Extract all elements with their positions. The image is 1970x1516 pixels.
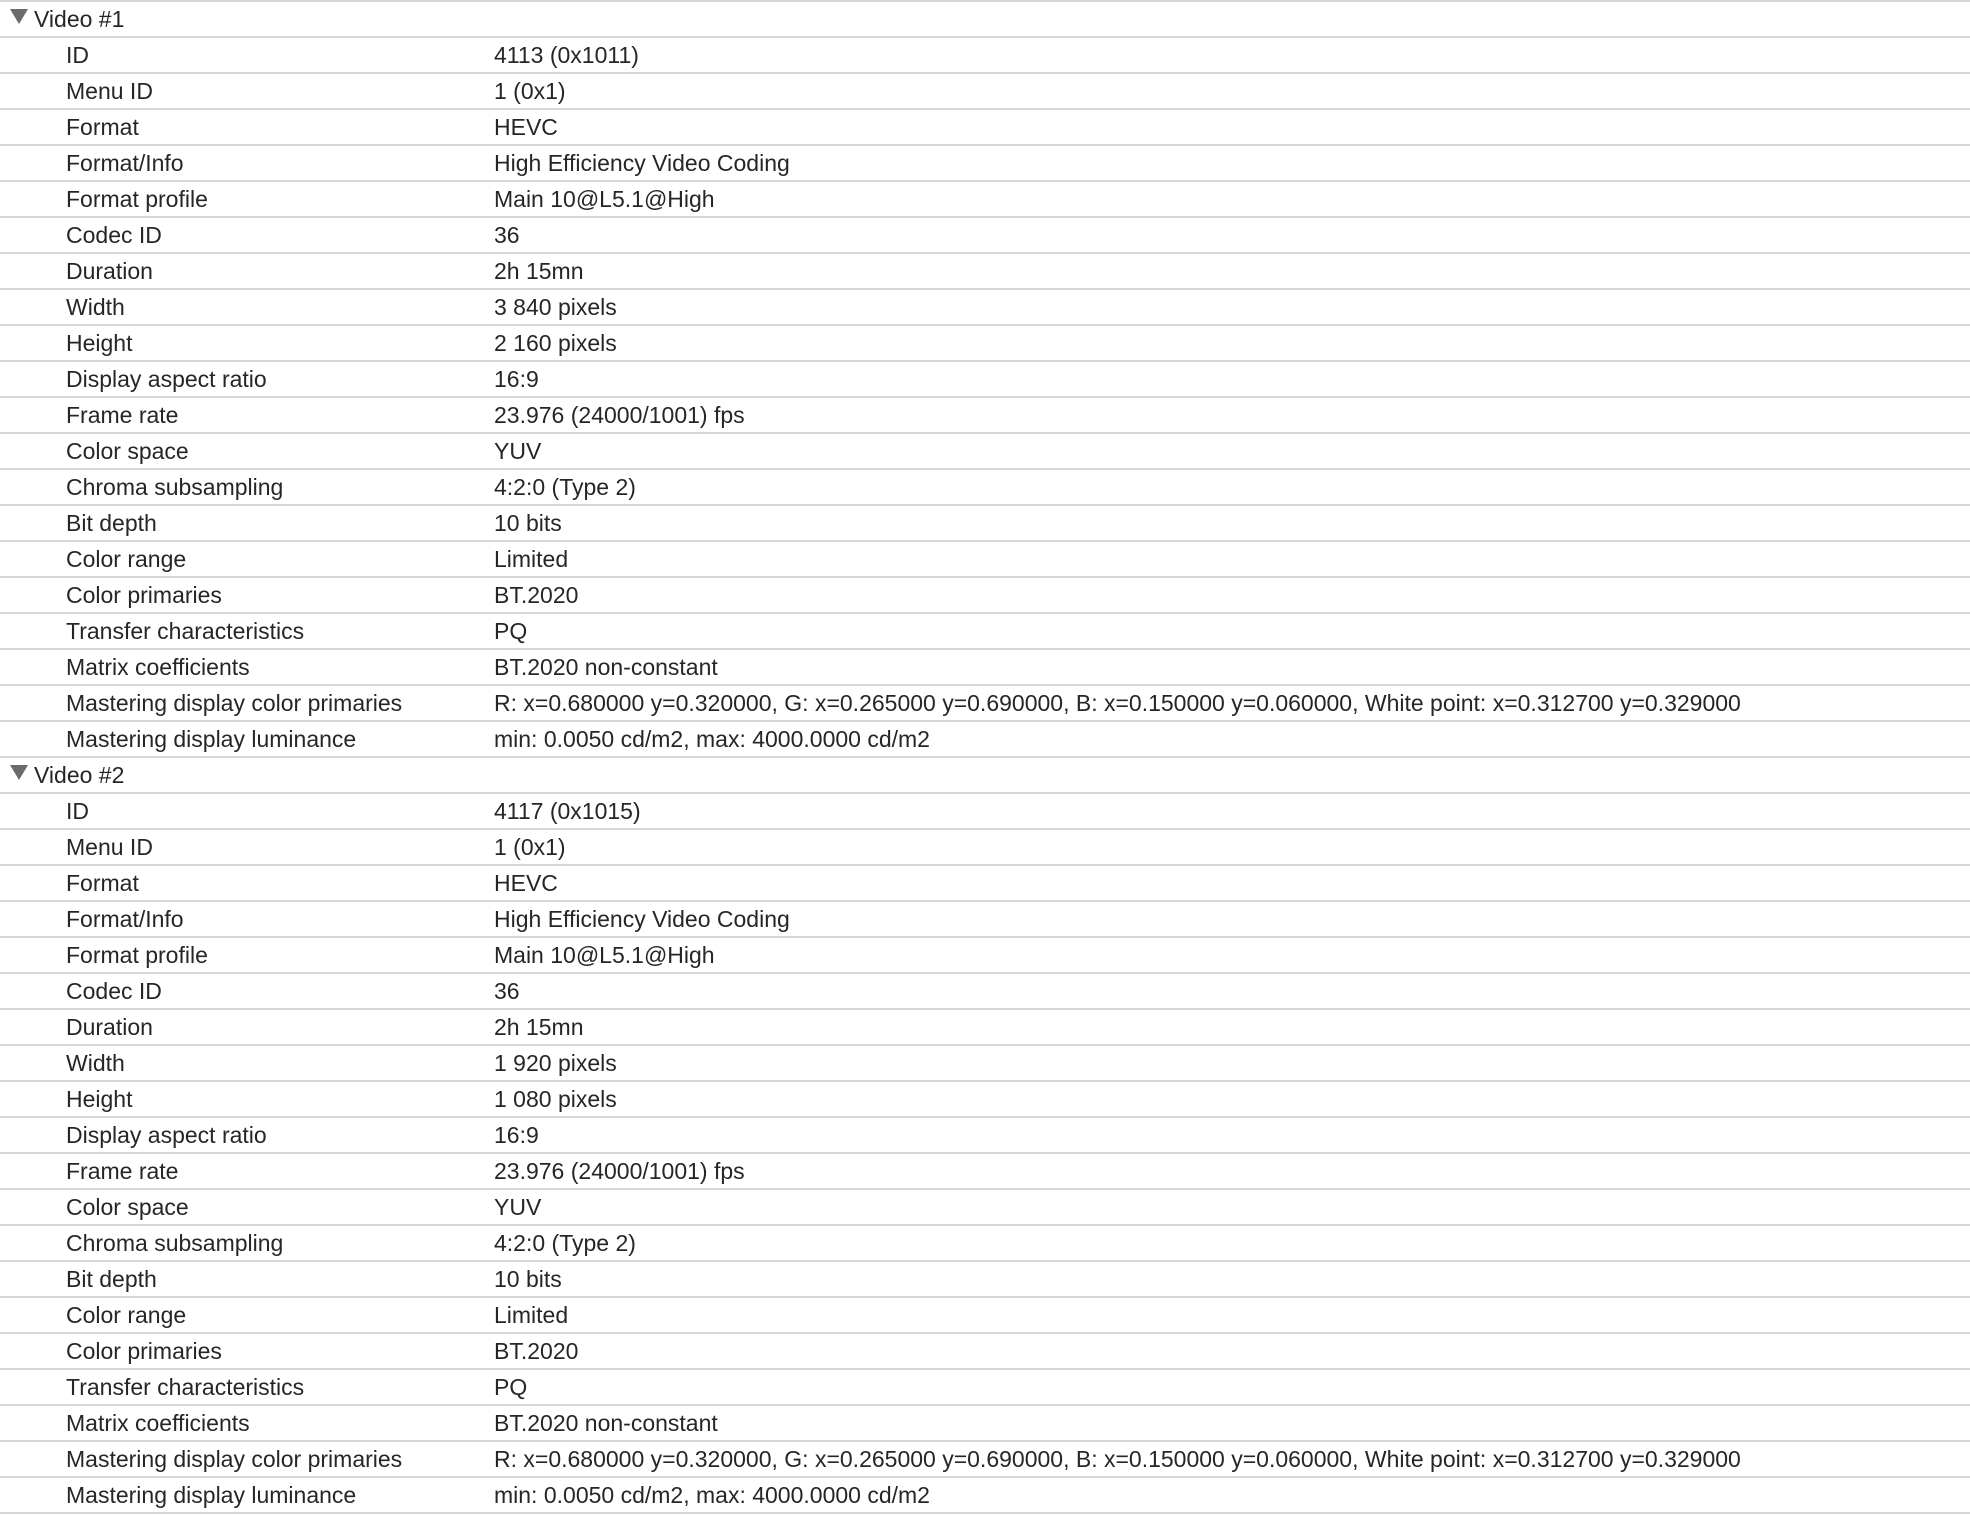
- field-row[interactable]: [0, 686, 1970, 722]
- field-value: PQ: [494, 1374, 528, 1400]
- disclosure-triangle-icon[interactable]: [10, 9, 28, 24]
- field-row[interactable]: [0, 866, 1970, 902]
- field-label: Format profile: [66, 942, 208, 968]
- field-row[interactable]: [0, 1154, 1970, 1190]
- field-value: R: x=0.680000 y=0.320000, G: x=0.265000 y=0.690000, B: x=0.150000 y=0.060000, White point: x=0.312700 y=0.329000: [494, 1446, 1741, 1472]
- field-label: Height: [66, 330, 133, 356]
- field-value: 23.976 (24000/1001) fps: [494, 1158, 745, 1184]
- group-header-video-1[interactable]: [0, 0, 1970, 38]
- field-row[interactable]: [0, 1190, 1970, 1226]
- field-row[interactable]: [0, 1478, 1970, 1514]
- field-row[interactable]: [0, 470, 1970, 506]
- field-label: Codec ID: [66, 222, 162, 248]
- group-header-video-2[interactable]: [0, 758, 1970, 794]
- field-row[interactable]: [0, 1082, 1970, 1118]
- field-row[interactable]: [0, 434, 1970, 470]
- field-value: R: x=0.680000 y=0.320000, G: x=0.265000 y=0.690000, B: x=0.150000 y=0.060000, White point: x=0.312700 y=0.329000: [494, 690, 1741, 716]
- field-row[interactable]: [0, 578, 1970, 614]
- field-row[interactable]: [0, 1298, 1970, 1334]
- field-label: Color space: [66, 1194, 189, 1220]
- field-value: 3 840 pixels: [494, 294, 617, 320]
- field-label: Display aspect ratio: [66, 366, 267, 392]
- field-label: Frame rate: [66, 1158, 179, 1184]
- field-value: YUV: [494, 1194, 542, 1220]
- field-label: Duration: [66, 258, 153, 284]
- field-row[interactable]: [0, 938, 1970, 974]
- field-label: ID: [66, 798, 89, 824]
- field-value: 1 (0x1): [494, 78, 566, 104]
- disclosure-triangle-icon[interactable]: [10, 765, 28, 780]
- field-label: Width: [66, 294, 125, 320]
- field-value: High Efficiency Video Coding: [494, 906, 790, 932]
- field-value: BT.2020 non-constant: [494, 1410, 718, 1436]
- field-row[interactable]: [0, 974, 1970, 1010]
- field-label: Bit depth: [66, 510, 157, 536]
- field-value: Main 10@L5.1@High: [494, 942, 715, 968]
- field-label: Transfer characteristics: [66, 1374, 305, 1400]
- field-label: Chroma subsampling: [66, 1230, 284, 1256]
- field-label: Chroma subsampling: [66, 474, 284, 500]
- field-row[interactable]: [0, 1334, 1970, 1370]
- field-value: YUV: [494, 438, 542, 464]
- field-row[interactable]: [0, 1010, 1970, 1046]
- field-value: PQ: [494, 618, 528, 644]
- field-value: min: 0.0050 cd/m2, max: 4000.0000 cd/m2: [494, 1482, 930, 1508]
- field-value: Limited: [494, 546, 569, 572]
- field-label: Mastering display luminance: [66, 726, 357, 752]
- field-value: 4:2:0 (Type 2): [494, 474, 636, 500]
- field-row[interactable]: [0, 1046, 1970, 1082]
- field-label: Duration: [66, 1014, 153, 1040]
- field-label: Format/Info: [66, 150, 184, 176]
- field-row[interactable]: [0, 218, 1970, 254]
- field-row[interactable]: [0, 1262, 1970, 1298]
- field-value: 4:2:0 (Type 2): [494, 1230, 636, 1256]
- field-label: Menu ID: [66, 834, 153, 860]
- field-row[interactable]: [0, 254, 1970, 290]
- field-label: Codec ID: [66, 978, 162, 1004]
- field-row[interactable]: [0, 362, 1970, 398]
- field-value: 1 920 pixels: [494, 1050, 617, 1076]
- field-value: BT.2020 non-constant: [494, 654, 718, 680]
- field-value: 4117 (0x1015): [494, 798, 641, 824]
- field-row[interactable]: [0, 74, 1970, 110]
- field-value: 36: [494, 222, 520, 248]
- field-value: 2h 15mn: [494, 258, 584, 284]
- field-row[interactable]: [0, 1118, 1970, 1154]
- field-label: Format: [66, 114, 139, 140]
- field-value: 2 160 pixels: [494, 330, 617, 356]
- field-row[interactable]: [0, 542, 1970, 578]
- field-row[interactable]: [0, 326, 1970, 362]
- field-value: 10 bits: [494, 510, 562, 536]
- field-value: 16:9: [494, 366, 539, 392]
- field-row[interactable]: [0, 1406, 1970, 1442]
- field-row[interactable]: [0, 1226, 1970, 1262]
- field-label: Height: [66, 1086, 133, 1112]
- field-label: Mastering display color primaries: [66, 1446, 403, 1472]
- field-value: 16:9: [494, 1122, 539, 1148]
- field-label: Bit depth: [66, 1266, 157, 1292]
- field-label: Color range: [66, 546, 187, 572]
- field-value: BT.2020: [494, 582, 579, 608]
- field-label: Color space: [66, 438, 189, 464]
- field-label: Color primaries: [66, 1338, 222, 1364]
- field-row[interactable]: [0, 182, 1970, 218]
- field-row[interactable]: [0, 902, 1970, 938]
- field-value: 2h 15mn: [494, 1014, 584, 1040]
- field-row[interactable]: [0, 398, 1970, 434]
- field-value: 10 bits: [494, 1266, 562, 1292]
- field-row[interactable]: [0, 830, 1970, 866]
- field-value: 1 080 pixels: [494, 1086, 617, 1112]
- field-value: 36: [494, 978, 520, 1004]
- group-title: Video #2: [34, 762, 125, 788]
- field-row[interactable]: [0, 1370, 1970, 1406]
- field-label: Format: [66, 870, 139, 896]
- field-label: Matrix coefficients: [66, 1410, 250, 1436]
- field-row[interactable]: [0, 110, 1970, 146]
- field-label: Color primaries: [66, 582, 222, 608]
- field-value: Limited: [494, 1302, 569, 1328]
- field-label: Format/Info: [66, 906, 184, 932]
- field-label: Frame rate: [66, 402, 179, 428]
- field-row[interactable]: [0, 794, 1970, 830]
- field-label: Mastering display color primaries: [66, 690, 403, 716]
- field-row[interactable]: [0, 1442, 1970, 1478]
- field-value: Main 10@L5.1@High: [494, 186, 715, 212]
- field-row[interactable]: [0, 614, 1970, 650]
- field-value: min: 0.0050 cd/m2, max: 4000.0000 cd/m2: [494, 726, 930, 752]
- field-value: BT.2020: [494, 1338, 579, 1364]
- field-value: 23.976 (24000/1001) fps: [494, 402, 745, 428]
- field-row[interactable]: [0, 506, 1970, 542]
- field-row[interactable]: [0, 38, 1970, 74]
- field-row[interactable]: [0, 650, 1970, 686]
- field-value: HEVC: [494, 114, 558, 140]
- field-label: Format profile: [66, 186, 208, 212]
- field-value: HEVC: [494, 870, 558, 896]
- field-value: 1 (0x1): [494, 834, 566, 860]
- field-value: 4113 (0x1011): [494, 42, 639, 68]
- field-value: High Efficiency Video Coding: [494, 150, 790, 176]
- field-row[interactable]: [0, 290, 1970, 326]
- field-row[interactable]: [0, 722, 1970, 758]
- field-label: ID: [66, 42, 89, 68]
- field-label: Color range: [66, 1302, 187, 1328]
- field-label: Width: [66, 1050, 125, 1076]
- field-row[interactable]: [0, 146, 1970, 182]
- group-title: Video #1: [34, 6, 125, 32]
- field-label: Menu ID: [66, 78, 153, 104]
- field-label: Display aspect ratio: [66, 1122, 267, 1148]
- field-label: Matrix coefficients: [66, 654, 250, 680]
- field-label: Mastering display luminance: [66, 1482, 357, 1508]
- field-label: Transfer characteristics: [66, 618, 305, 644]
